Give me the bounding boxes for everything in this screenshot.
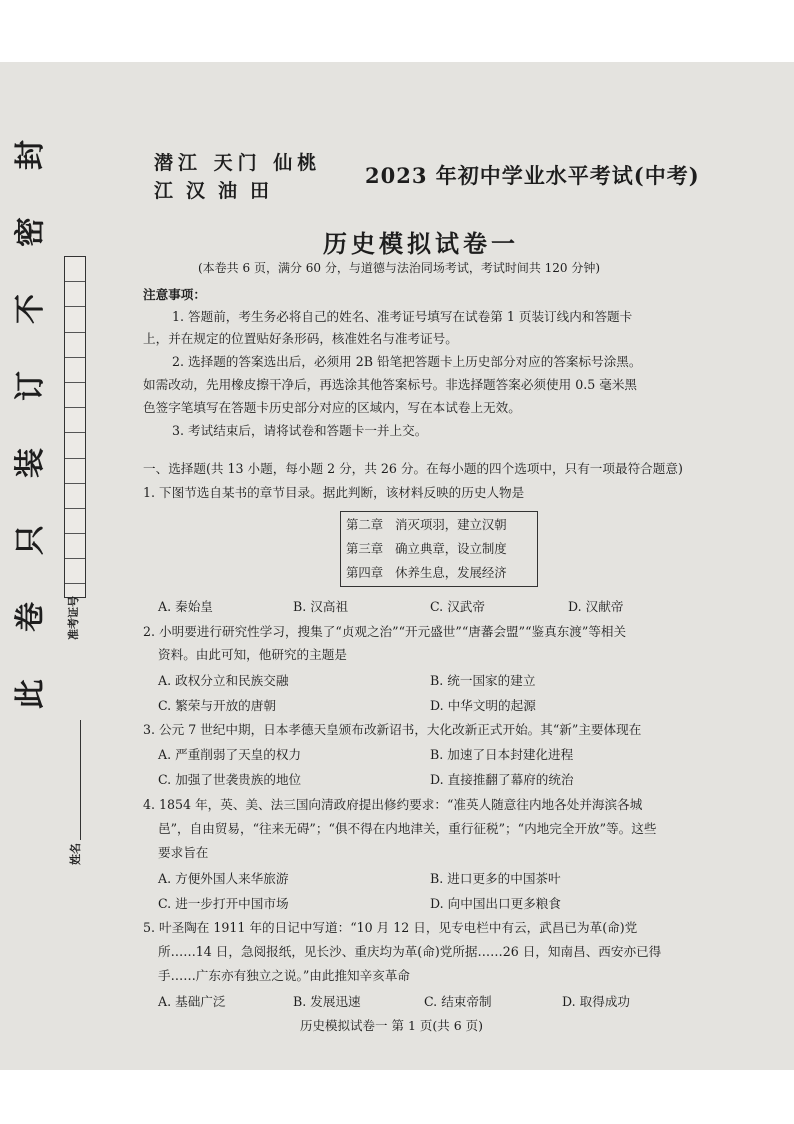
- seal-char: 只: [13, 525, 48, 555]
- chapter-table: [340, 511, 538, 587]
- answer-option: C. 汉武帝: [430, 599, 485, 614]
- answer-option: B. 发展迅速: [293, 994, 361, 1009]
- registration-number-label: 准考证号: [67, 596, 80, 640]
- notes-heading: 注意事项：: [143, 287, 206, 302]
- name-label: 姓名: [69, 843, 82, 865]
- seal-char: 封: [13, 140, 48, 170]
- notes-line: 上，并在规定的位置贴好条形码，核准姓名与准考证号。: [143, 331, 458, 346]
- region-line-1: 潜江 天门 仙桃: [154, 152, 322, 174]
- seal-char: 密: [13, 217, 48, 247]
- region-line-2: 江汉油田: [154, 180, 283, 202]
- answer-option: A. 基础广泛: [158, 994, 226, 1009]
- question-stem: 1. 下图节选自某书的章节目录。据此判断，该材料反映的历史人物是: [143, 485, 525, 500]
- question-stem: 4. 1854 年，英、美、法三国向清政府提出修约要求：“准英人随意往内地各处并海滨各城: [143, 797, 643, 812]
- chapter-row: [346, 561, 532, 585]
- question-stem: 要求旨在: [158, 845, 209, 860]
- answer-option: B. 加速了日本封建化进程: [430, 747, 574, 762]
- answer-option: D. 向中国出口更多粮食: [430, 896, 561, 911]
- seal-char: 不: [13, 294, 48, 324]
- notes-line: 色签字笔填写在答题卡历史部分对应的区域内，写在本试卷上无效。: [143, 400, 521, 415]
- exam-title: 2023 年初中学业水平考试(中考): [365, 163, 700, 188]
- chapter-row: [346, 513, 532, 537]
- seal-char: 订: [13, 371, 48, 401]
- notes-line: 3. 考试结束后，请将试卷和答题卡一并上交。: [172, 423, 428, 438]
- question-stem: 邑”，自由贸易，“往来无碍”；“俱不得在内地津关，重行征税”；“内地完全开放”等。这些: [158, 821, 657, 836]
- question-stem: 2. 小明要进行研究性学习，搜集了“贞观之治”“开元盛世”“唐蕃会盟”“鉴真东渡”等相关: [143, 624, 627, 639]
- answer-option: C. 加强了世袭贵族的地位: [158, 772, 302, 787]
- chapter-number: 第二章: [346, 517, 384, 532]
- answer-option: A. 方便外国人来华旅游: [158, 871, 289, 886]
- answer-option: A. 严重削弱了天皇的权力: [158, 747, 302, 762]
- section-heading: 一、选择题(共 13 小题，每小题 2 分，共 26 分。在每小题的四个选项中，只有一项最符合题意): [143, 461, 683, 476]
- notes-line: 2. 选择题的答案选出后，必须用 2B 铅笔把答题卡上历史部分对应的答案标号涂黑。: [172, 354, 642, 369]
- answer-option: C. 进一步打开中国市场: [158, 896, 289, 911]
- answer-option: B. 汉高祖: [293, 599, 349, 614]
- answer-option: B. 统一国家的建立: [430, 673, 536, 688]
- notes-line: 如需改动，先用橡皮擦干净后，再选涂其他答案标号。非选择题答案必须使用 0.5 毫米黑: [143, 377, 638, 392]
- seal-char: 卷: [13, 602, 48, 632]
- chapter-title: 休养生息，发展经济: [395, 565, 507, 580]
- question-stem: 5. 叶圣陶在 1911 年的日记中写道：“10 月 12 日，见专电栏中有云，武昌已为革(命)党: [143, 920, 638, 935]
- page-footer: 历史模拟试卷一 第 1 页(共 6 页): [300, 1018, 484, 1033]
- answer-option: A. 秦始皇: [158, 599, 213, 614]
- paper-subtitle: (本卷共 6 页，满分 60 分，与道德与法治同场考试，考试时间共 120 分钟): [198, 261, 601, 275]
- question-stem: 资料。由此可知，他研究的主题是: [158, 647, 347, 662]
- seal-char: 此: [13, 679, 48, 709]
- question-stem: 所……14 日，急阅报纸，见长沙、重庆均为革(命)党所据……26 日，知南昌、西安亦已得: [158, 944, 662, 959]
- name-underline: [80, 720, 81, 840]
- chapter-row: [346, 537, 532, 561]
- answer-option: D. 中华文明的起源: [430, 698, 536, 713]
- chapter-title: 确立典章，设立制度: [395, 541, 507, 556]
- seal-char: 装: [13, 448, 48, 478]
- paper-title: 历史模拟试卷一: [323, 229, 519, 258]
- chapter-title: 消灭项羽，建立汉朝: [395, 517, 507, 532]
- chapter-number: 第四章: [346, 565, 384, 580]
- chapter-number: 第三章: [346, 541, 384, 556]
- answer-option: C. 繁荣与开放的唐朝: [158, 698, 276, 713]
- question-stem: 3. 公元 7 世纪中期，日本孝德天皇颁布改新诏书，大化改新正式开始。其“新”主要体现在: [143, 722, 642, 737]
- answer-option: D. 汉献帝: [568, 599, 624, 614]
- answer-option: D. 直接推翻了幕府的统治: [430, 772, 574, 787]
- registration-number-boxes: [64, 256, 86, 598]
- answer-option: B. 进口更多的中国茶叶: [430, 871, 561, 886]
- answer-option: C. 结束帝制: [424, 994, 492, 1009]
- answer-option: A. 政权分立和民族交融: [158, 673, 289, 688]
- question-stem: 手……广东亦有独立之说。”由此推知辛亥革命: [158, 968, 411, 983]
- notes-line: 1. 答题前，考生务必将自己的姓名、准考证号填写在试卷第 1 页装订线内和答题卡: [172, 309, 633, 324]
- answer-option: D. 取得成功: [562, 994, 631, 1009]
